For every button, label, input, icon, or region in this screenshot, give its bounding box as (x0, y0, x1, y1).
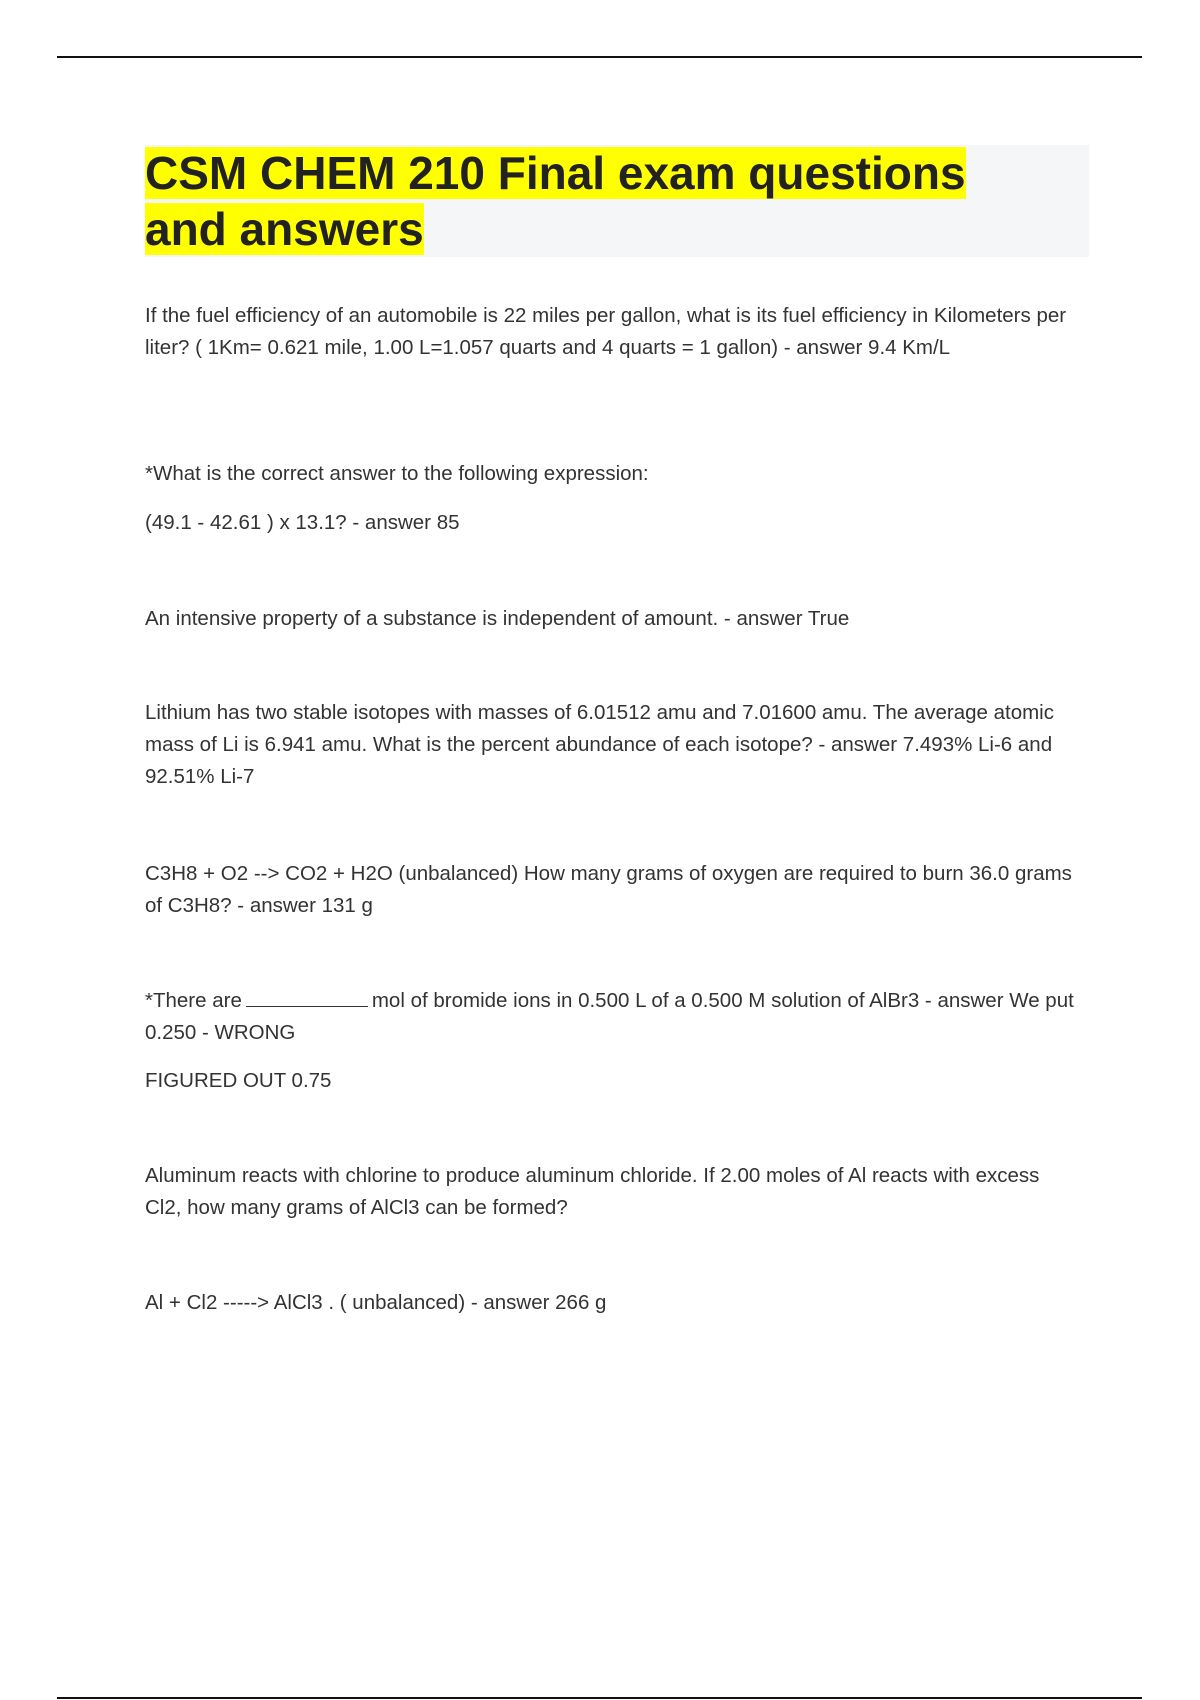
bottom-divider (57, 1697, 1142, 1699)
bromide-text-after: mol of bromide ions in 0.500 L of a 0.500 M solution of AlBr3 - answer We put 0.250 - WRONG (145, 989, 1074, 1044)
document-title (145, 145, 1025, 257)
question-expression-answer: (49.1 - 42.61 ) x 13.1? - answer 85 (145, 511, 460, 534)
title-block (145, 145, 1089, 257)
question-expression-prompt: *What is the correct answer to the following expression: (145, 462, 649, 485)
bromide-text-before: *There are (145, 989, 242, 1012)
question-fuel-efficiency: If the fuel efficiency of an automobile is 22 miles per gallon, what is its fuel efficiency in Kilometers per liter? ( 1Km= 0.621 mile, 1.00 L=1.057 quarts and 4 quarts = 1 gallon) - answer 9.4 Km/L (145, 304, 1067, 359)
question-lithium-isotopes: Lithium has two stable isotopes with masses of 6.01512 amu and 7.01600 amu. The average atomic mass of Li is 6.941 amu. What is the percent abundance of each isotope? - answer 7.493% Li-6 and 92.51% Li-7 (145, 701, 1054, 788)
aluminum-chloride-equation-answer: Al + Cl2 -----> AlCl3 . ( unbalanced) - answer 266 g (145, 1291, 607, 1314)
question-aluminum-chloride: Aluminum reacts with chlorine to produce aluminum chloride. If 2.00 moles of Al reacts with excess Cl2, how many grams of AlCl3 can be formed? (145, 1164, 1040, 1219)
question-bromide-ions (145, 985, 1075, 1049)
document-title-highlight: CSM CHEM 210 Final exam questions and answers (145, 147, 966, 255)
question-intensive-property: An intensive property of a substance is independent of amount. - answer True (145, 607, 850, 630)
bromide-correction-note: FIGURED OUT 0.75 (145, 1069, 332, 1092)
question-propane-combustion: C3H8 + O2 --> CO2 + H2O (unbalanced) How many grams of oxygen are required to burn 36.0 grams of C3H8? - answer 131 g (145, 862, 1072, 917)
answer-blank (246, 986, 368, 1007)
top-divider (57, 56, 1142, 58)
